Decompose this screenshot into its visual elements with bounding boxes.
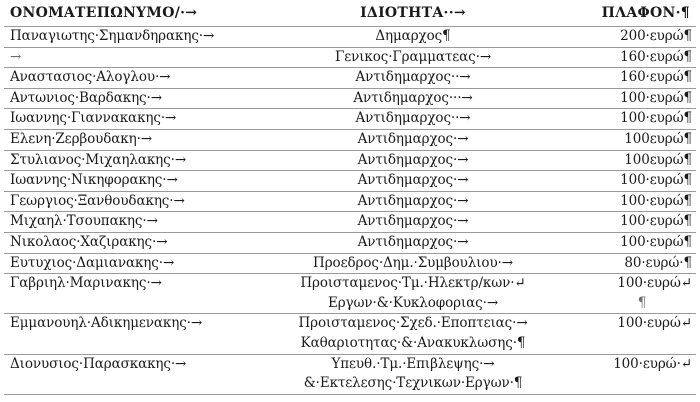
cell-role: Αντιδημαρχος·→ (256, 212, 570, 233)
cell-limit: 100·ευρώ¶ (570, 88, 696, 109)
cell-role-line-2: &·Εκτελεσης·Τεχνικων·Εργων·¶ (303, 375, 523, 392)
cell-role: Αντιδημαρχος·→ (256, 129, 570, 150)
table-row (4, 314, 696, 354)
cell-limit: 100·ευρώ¶ (570, 191, 696, 212)
cell-limit: 100·ευρώ¶ (570, 171, 696, 192)
column-header-role: ΙΔΙΟΤΗΤΑ··→ (256, 0, 570, 27)
cell-role-line-1: Προισταμενος·Τμ.·Ηλεκτρ/κων·↵ (300, 275, 526, 292)
cell-name: Γαβριηλ·Μαρινακης·→ (4, 274, 256, 314)
cell-name: Στυλιανος·Μιχαηλακης·→ (4, 150, 256, 171)
table-row (4, 88, 696, 109)
cell-role (256, 274, 570, 314)
cell-role-line-2: Καθαριοτητας·&·Ανακυκλωσης·¶ (300, 334, 526, 351)
cell-role: Αντιδημαρχος·→ (256, 171, 570, 192)
cell-name: Γεωργιος·Ξανθουδακης·→ (4, 191, 256, 212)
table-row (4, 68, 696, 89)
cell-name: Εμμανουηλ·Αδικημενακης·→ (4, 314, 256, 354)
cell-role: Αντιδημαρχος··→ (256, 109, 570, 130)
cell-role: Αντιδημαρχος··→ (256, 68, 570, 89)
cell-name: Ευτυχιος·Δαμιανακης·→ (4, 253, 256, 274)
table-row (4, 109, 696, 130)
cell-limit: 160·ευρώ¶ (570, 68, 696, 89)
cell-name: Ελενη·Ζερβουδακη·→ (4, 129, 256, 150)
cell-name: Παναγιωτης·Σημανδηρακης·→ (4, 27, 256, 48)
cell-name: Διονυσιος·Παρασκακης·→ (4, 354, 256, 394)
cell-limit: 100·ευρώ¶ (570, 109, 696, 130)
cell-limit: 100·ευρώ¶ (570, 232, 696, 253)
cell-limit: 100ευρώ¶ (570, 150, 696, 171)
cell-role: Αντιδημαρχος·→ (256, 232, 570, 253)
cell-role: Γενικος·Γραμματεας·→ (256, 47, 570, 68)
table-row (4, 129, 696, 150)
table-row (4, 191, 696, 212)
cell-role (256, 354, 570, 394)
cell-name: Αναστασιος·Αλογλου·→ (4, 68, 256, 89)
cell-role: Δημαρχος¶ (256, 27, 570, 48)
cell-name: Νικολαος·Χαζιρακης·→ (4, 232, 256, 253)
table-row (4, 354, 696, 394)
table-row (4, 150, 696, 171)
table-row (4, 171, 696, 192)
cell-limit (570, 354, 696, 394)
cell-role: Αντιδημαρχος·→ (256, 191, 570, 212)
column-header-limit: ΠΛΑΦΟΝ·¶ (570, 0, 696, 27)
cell-limit-line-1: 100·ευρώ↵ (617, 275, 692, 292)
cell-role: Αντιδημαρχος···→ (256, 88, 570, 109)
cell-role (256, 314, 570, 354)
cell-limit-line-1: 100·ευρώ·↵ (613, 355, 692, 372)
table-row (4, 27, 696, 48)
table-row (4, 212, 696, 233)
cell-limit-line-2: ¶ (637, 294, 647, 311)
cell-name: Ιωαννης·Γιαννακακης·→ (4, 109, 256, 130)
table-header-row (4, 0, 696, 27)
table-row (4, 274, 696, 314)
cell-name: Μιχαηλ·Τσουπακης·→ (4, 212, 256, 233)
cell-limit: 160·ευρώ¶ (570, 47, 696, 68)
cell-limit-line-1: 100·ευρώ↵ (617, 315, 692, 332)
table-row (4, 253, 696, 274)
cell-name: → (4, 47, 256, 68)
cell-limit (570, 274, 696, 314)
table-row (4, 47, 696, 68)
cell-name: Ιωαννης·Νικηφορακης·→ (4, 171, 256, 192)
cell-role-line-1: Υπευθ.·Τμ.·Επιβλεψης·→ (331, 355, 495, 372)
table-row (4, 232, 696, 253)
cell-limit: 200·ευρώ¶ (570, 27, 696, 48)
cell-role-line-1: Προισταμενος·Σχεδ.·Εποπτειας·→ (298, 315, 528, 332)
cell-limit: 100ευρώ¶ (570, 129, 696, 150)
cell-role-line-2: Εργων·&·Κυκλοφοριας·→ (327, 294, 499, 311)
cell-limit: 80·ευρώ·¶ (570, 253, 696, 274)
column-header-name: ΟΝΟΜΑΤΕΠΩΝΥΜΟ/·→ (4, 0, 256, 27)
cell-limit (570, 314, 696, 354)
cell-name: Αντωνιος·Βαρδακης·→ (4, 88, 256, 109)
cell-role: Αντιδημαρχος·→ (256, 150, 570, 171)
allowance-table (4, 0, 696, 395)
cell-role: Προεδρος·Δημ.·Συμβουλιου·→ (256, 253, 570, 274)
cell-limit: 100·ευρώ¶ (570, 212, 696, 233)
